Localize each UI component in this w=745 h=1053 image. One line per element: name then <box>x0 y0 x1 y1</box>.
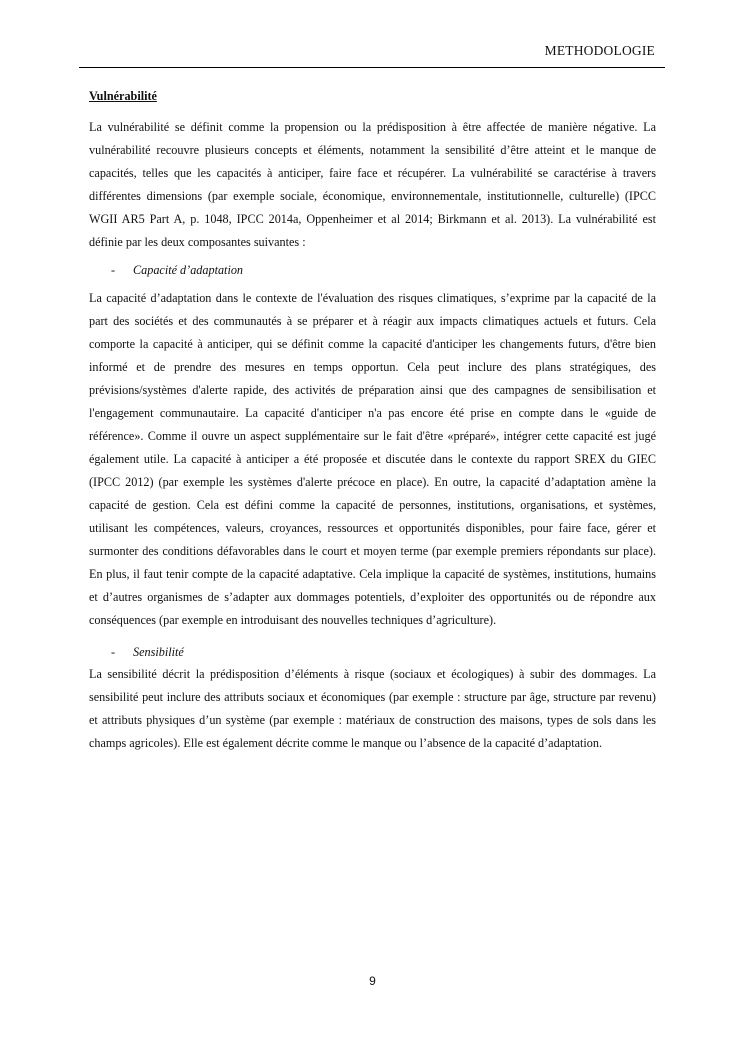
bullet-item-adaptive-capacity <box>89 260 656 281</box>
bullet-title: Capacité d’adaptation <box>133 263 244 277</box>
page-number: 9 <box>369 974 376 988</box>
adaptive-capacity-paragraph: La capacité d’adaptation dans le contexte de l'évaluation des risques climatiques, s’exprime par la capacité de la part des sociétés et des communautés à se préparer et à réagir aux impacts climatiques actuels et futurs. Cela comporte la capacité à anticiper, qui se définit comme la capacité d'anticiper les changements futurs, d'être bien informé et de prendre des mesures en temps opportun. Cela peut inclure des plans stratégiques, des prévisions/systèmes d'alerte rapide, des activités de préparation ainsi que des campagnes de sensibilisation et l'engagement communautaire. La capacité d'anticiper n'a pas encore été prise en compte dans le «guide de référence». Comme il ouvre un aspect supplémentaire sur le fait d'être «préparé», intégrer cette capacité est jugé également utile. La capacité à anticiper a été proposée et discutée dans le contexte du rapport SREX du GIEC (IPCC 2012) (par exemple les systèmes d'alerte précoce en place). En outre, la capacité d’adaptation amène la capacité de gestion. Cela est défini comme la capacité de personnes, institutions, organisations, et systèmes, utilisant les compétences, valeurs, croyances, ressources et opportunités disponibles, pour faire face, gérer et surmonter des conditions défavorables dans le court et moyen terme (par exemple premiers répondants sur place). En plus, il faut tenir compte de la capacité adaptative. Cela implique la capacité de systèmes, institutions, humains et d’autres organismes de s’adapter aux dommages potentiels, d’exploiter des opportunités ou de répondre aux conséquences (par exemple en introduisant des nouvelles techniques d’agriculture). <box>89 291 656 627</box>
bullet-title: Sensibilité <box>133 645 184 659</box>
bullet-dash: - <box>111 263 116 277</box>
header-divider <box>79 67 665 68</box>
bullet-dash: - <box>111 645 116 659</box>
page-content <box>89 86 656 755</box>
sensitivity-paragraph: La sensibilité décrit la prédisposition d’éléments à risque (sociaux et écologiques) à subir des dommages. La sensibilité peut inclure des attributs sociaux et économiques (par exemple : structure par âge, structure par revenu) et attributs physiques d’un système (par exemple : matériaux de construction des maisons, types de sols dans les champs agricoles). Elle est également décrite comme le manque ou l’absence de la capacité d’adaptation. <box>89 667 656 750</box>
intro-paragraph: La vulnérabilité se définit comme la propension ou la prédisposition à être affectée de manière négative. La vulnérabilité recouvre plusieurs concepts et éléments, notamment la sensibilité d’être atteint et le manque de capacités, telles que les capacités à anticiper, faire face et récupérer. La vulnérabilité se caractérise à travers différentes dimensions (par exemple sociale, économique, environnementale, institutionnelle, culturelle) (IPCC WGII AR5 Part A, p. 1048, IPCC 2014a, Oppenheimer et al 2014; Birkmann et al. 2013). La vulnérabilité est définie par les deux composantes suivantes : <box>89 120 656 249</box>
section-title: Vulnérabilité <box>89 89 157 103</box>
bullet-item-sensitivity <box>89 642 656 663</box>
page-header-title: METHODOLOGIE <box>544 43 655 58</box>
